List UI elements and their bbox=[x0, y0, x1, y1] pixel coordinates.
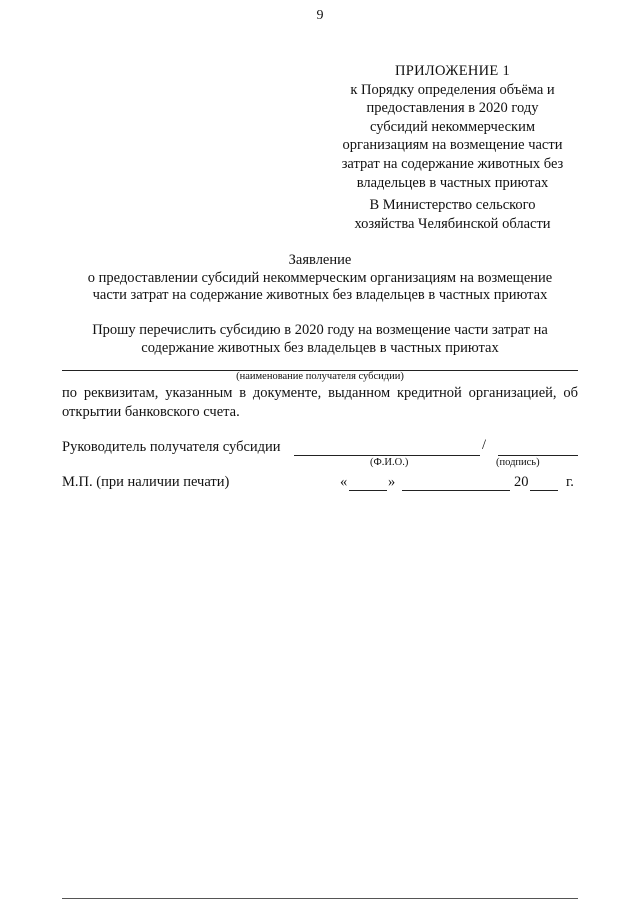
head-label: Руководитель получателя субсидии bbox=[62, 439, 281, 455]
footer-rule bbox=[62, 898, 578, 899]
request-line: Прошу перечислить субсидию в 2020 году на возмещение части затрат на bbox=[92, 322, 548, 338]
requisites-text: по реквизитам, указанным в документе, выданном кредитной организацией, об открытии банковского счета. bbox=[62, 385, 578, 420]
page-number: 9 bbox=[316, 8, 324, 23]
seal-label: М.П. (при наличии печати) bbox=[62, 474, 230, 490]
appendix-line: организациям на возмещение части bbox=[342, 137, 563, 154]
signature-row bbox=[62, 437, 578, 468]
quote-open: « bbox=[340, 474, 348, 490]
year-prefix: 20 bbox=[514, 474, 529, 490]
statement-line: о предоставлении субсидий некоммерческим организациям на возмещение bbox=[87, 269, 553, 286]
statement-heading: Заявление bbox=[288, 252, 352, 268]
request-line: содержание животных без владельцев в частных приютах bbox=[141, 339, 499, 356]
statement-block bbox=[60, 252, 580, 305]
seal-row bbox=[62, 474, 578, 494]
appendix-block bbox=[330, 62, 575, 192]
slash-separator: / bbox=[482, 437, 487, 453]
statement-line: части затрат на содержание животных без владельцев в частных приютах bbox=[92, 287, 548, 303]
addressee-line: В Министерство сельского bbox=[369, 197, 536, 213]
signature-caption: (подпись) bbox=[496, 457, 540, 468]
quote-close: » bbox=[388, 474, 396, 490]
year-field[interactable] bbox=[530, 476, 558, 491]
year-suffix: г. bbox=[566, 474, 574, 490]
appendix-line: субсидий некоммерческим bbox=[369, 118, 536, 135]
signature-field[interactable] bbox=[498, 441, 578, 456]
appendix-line: затрат на содержание животных без bbox=[341, 155, 564, 172]
fio-field[interactable] bbox=[294, 441, 480, 456]
recipient-caption: (наименование получателя субсидии) bbox=[236, 371, 404, 382]
appendix-line: к Порядку определения объёма и bbox=[350, 81, 555, 98]
month-field[interactable] bbox=[402, 476, 510, 491]
appendix-line: предоставления в 2020 году bbox=[366, 100, 539, 117]
addressee-line: хозяйства Челябинской области bbox=[354, 215, 551, 232]
fio-caption: (Ф.И.О.) bbox=[370, 457, 409, 468]
appendix-line: владельцев в частных приютах bbox=[356, 174, 549, 191]
appendix-title: ПРИЛОЖЕНИЕ 1 bbox=[394, 63, 511, 79]
request-block bbox=[60, 322, 580, 357]
day-field[interactable] bbox=[349, 476, 387, 491]
addressee-block bbox=[330, 196, 575, 233]
